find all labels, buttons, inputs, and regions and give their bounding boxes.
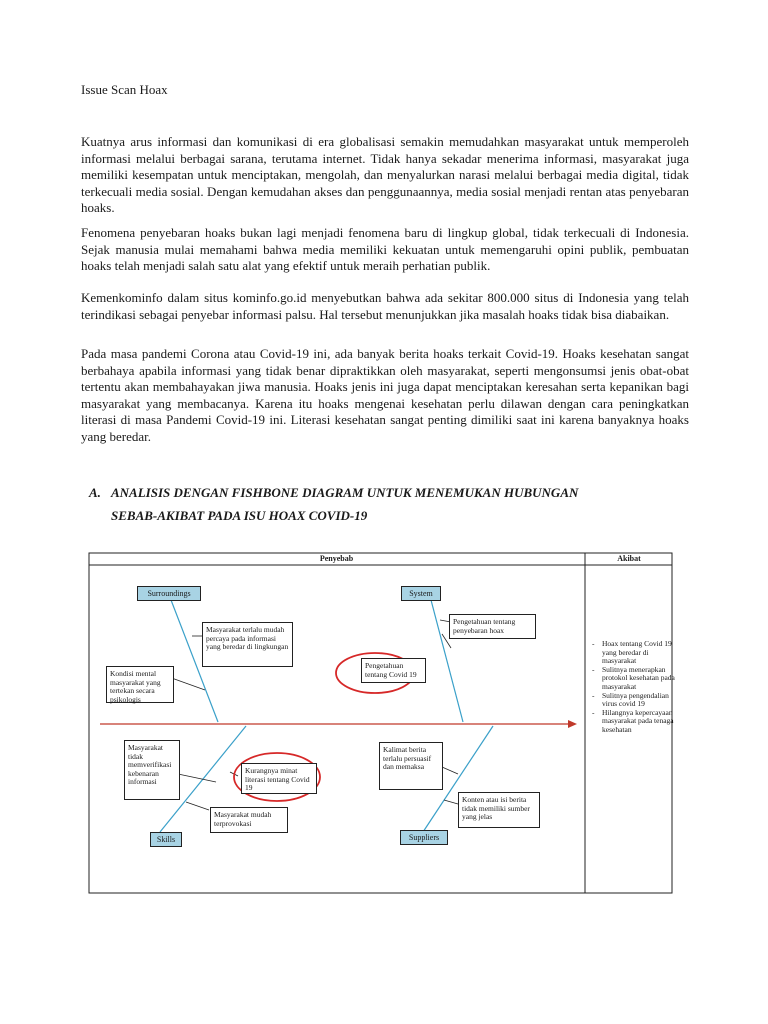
effect-item: - Sulitnya menerapkan protokol kesehatan pada masyarakat — [590, 666, 680, 692]
paragraph-2: Fenomena penyebaran hoaks bukan lagi menjadi fenomena baru di lingkup global, tidak terkecuali di Indonesia. Sejak manusia mulai memahami bahwa media memiliki kekuatan untuk memengaruhi opini publik, pembuatan hoaks telah menjadi salah satu alat yang efektif untuk meraih perhatian publik. — [81, 225, 689, 273]
header-cause: Penyebab — [319, 554, 354, 563]
cause-p1: Kalimat berita terlalu persuasif dan memaksa — [379, 742, 443, 790]
paragraph-4: Pada masa pandemi Corona atau Covid-19 ini, ada banyak berita hoaks terkait Covid-19. Hoaks kesehatan sangat berbahaya apabila informasi yang tidak benar dipraktikkan oleh masyarakat, seperti mengonsumsi jenis obat-obat tertentu akan membahayakan jiwa manusia. Hoaks jenis ini juga dapat menciptakan keresahan serta kepanikan bagi masyarakat yang membacanya. Karena itu hoaks mengenai kesehatan perlu dilawan dengan cara peningkatkan literasi di masa Pandemi Covid-19 ini. Literasi kesehatan sangat penting dimiliki saat ini karena banyaknya hoaks yang beredar. — [81, 346, 689, 444]
cause-y2: Pengetahuan tentang Covid 19 — [361, 658, 426, 683]
arrow-p2 — [444, 800, 458, 804]
arrow-k3 — [186, 802, 209, 810]
cause-k1: Masyarakat tidak memverifikasi kebenaran informasi — [124, 740, 180, 800]
header-effect: Akibat — [617, 554, 641, 563]
document-title: Issue Scan Hoax — [81, 82, 168, 97]
cause-k3: Masyarakat mudah terprovokasi — [210, 807, 288, 833]
paragraph-3: Kemenkominfo dalam situs kominfo.go.id menyebutkan bahwa ada sekitar 800.000 situs di Indonesia yang telah terindikasi sebagai penyebar informasi palsu. Hal tersebut menunjukkan jika masalah hoaks tidak bisa diabaikan. — [81, 290, 689, 322]
cause-k2: Kurangnya minat literasi tentang Covid 19 — [241, 763, 317, 794]
section-heading-line-1: ANALISIS DENGAN FISHBONE DIAGRAM UNTUK MENEMUKAN HUBUNGAN — [111, 485, 579, 500]
category-skills: Skills — [150, 832, 182, 847]
section-heading — [89, 481, 578, 527]
paragraph-1: Kuatnya arus informasi dan komunikasi di era globalisasi semakin memudahkan masyarakat untuk memperoleh informasi melalui berbagai sarana, terutama internet. Tidak hanya sekadar menerima informasi, masyarakat juga memiliki kesempatan untuk menciptakan, mengolah, dan menyalurkan narasi melalui berbagai media digital, tidak terkecuali media sosial. Dengan kemudahan akses dan penggunaannya, media sosial menjadi rentan atas penyebaran hoaks. — [81, 134, 689, 215]
category-suppliers: Suppliers — [400, 830, 448, 845]
cause-s2: Kondisi mental masyarakat yang tertekan secara psikologis — [106, 666, 174, 703]
cause-y1: Pengetahuan tentang penyebaran hoax — [449, 614, 536, 639]
spine-arrowhead — [568, 720, 577, 728]
arrow-k1 — [178, 774, 216, 782]
fishbone-diagram — [88, 552, 680, 894]
category-surroundings: Surroundings — [137, 586, 201, 601]
section-heading-line-2: SEBAB-AKIBAT PADA ISU HOAX COVID-19 — [111, 508, 368, 523]
cause-s1: Masyarakat terlalu mudah percaya pada informasi yang beredar di lingkungan — [202, 622, 293, 667]
effect-list — [590, 640, 680, 735]
effect-item: - Hilangnya kepercayaan masyarakat pada tenaga kesehatan — [590, 709, 680, 735]
cause-p2: Konten atau isi berita tidak memiliki sumber yang jelas — [458, 792, 540, 828]
category-system: System — [401, 586, 441, 601]
effect-item: - Hoax tentang Covid 19 yang beredar di masyarakat — [590, 640, 680, 666]
effect-item: - Sulitnya pengendalian virus covid 19 — [590, 692, 680, 709]
section-number: A. — [89, 485, 101, 500]
